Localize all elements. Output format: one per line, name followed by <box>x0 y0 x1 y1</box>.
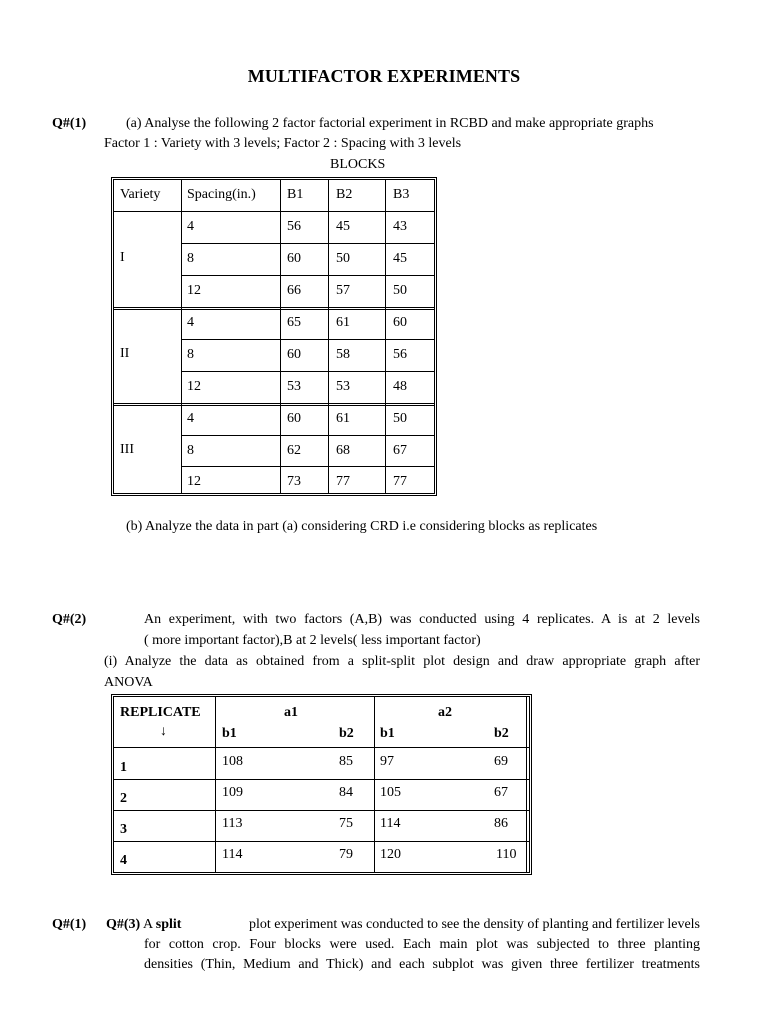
table-line <box>181 275 434 276</box>
table-cell: 4 <box>187 411 194 426</box>
table-line <box>374 697 375 872</box>
q3-outer-label: Q#(1) <box>52 917 87 932</box>
table-line <box>181 180 182 493</box>
rcbd-data-table <box>111 177 437 496</box>
table-line <box>114 810 529 811</box>
q3-inner-label: Q#(3) <box>106 917 141 932</box>
b-header: b2 <box>494 726 509 741</box>
table-line <box>215 697 216 872</box>
q3-line1 <box>106 917 700 933</box>
q2-line1: An experiment, with two factors (A,B) was conducted using 4 replicates. A is at 2 levels <box>144 612 700 627</box>
table-cell: 110 <box>496 847 517 862</box>
table-cell: 4 <box>187 219 194 234</box>
q3-split-word: split <box>155 917 182 932</box>
table-cell: 4 <box>187 315 194 330</box>
b-header: b2 <box>339 726 354 741</box>
table-cell: 45 <box>336 219 350 234</box>
column-header: B2 <box>336 187 353 202</box>
table-cell: 86 <box>494 816 508 831</box>
table-cell: 62 <box>287 443 301 458</box>
replicate-label: 1 <box>120 760 127 775</box>
table-cell: 50 <box>336 251 350 266</box>
table-line <box>181 435 434 436</box>
table-cell: 68 <box>336 443 350 458</box>
table-cell: 60 <box>287 251 301 266</box>
table-cell: 120 <box>380 847 401 862</box>
q3-line1-rest: plot experiment was conducted to see the density of planting and fertilizer levels <box>249 917 700 932</box>
variety-label: II <box>120 346 130 361</box>
table-cell: 12 <box>187 283 201 298</box>
q1-part-a: (a) Analyse the following 2 factor factorial experiment in RCBD and make appropriate graphs <box>126 116 654 131</box>
q1-factors: Factor 1 : Variety with 3 levels; Factor 2 : Spacing with 3 levels <box>104 136 462 151</box>
table-line <box>181 371 434 372</box>
table-cell: 8 <box>187 251 194 266</box>
table-cell: 12 <box>187 379 201 394</box>
table-cell: 114 <box>380 816 401 831</box>
table-cell: 65 <box>287 315 301 330</box>
table-cell: 73 <box>287 474 301 489</box>
table-cell: 53 <box>287 379 301 394</box>
table-cell: 50 <box>393 411 407 426</box>
table-cell: 67 <box>393 443 407 458</box>
table-line <box>526 697 527 872</box>
table-cell: 79 <box>339 847 353 862</box>
table-cell: 60 <box>287 347 301 362</box>
table-cell: 114 <box>222 847 243 862</box>
table-line <box>114 779 529 780</box>
column-header: B3 <box>393 187 410 202</box>
q1-part-b: (b) Analyze the data in part (a) considering CRD i.e considering blocks as replicates <box>126 519 598 534</box>
table-cell: 108 <box>222 754 243 769</box>
q3-a-word: A <box>142 917 153 932</box>
q2-line2: ( more important factor),B at 2 levels( less important factor) <box>144 633 481 648</box>
table-line <box>181 339 434 340</box>
table-cell: 56 <box>393 347 407 362</box>
table-cell: 75 <box>339 816 353 831</box>
column-header: Variety <box>120 187 161 202</box>
replicate-label: 3 <box>120 822 127 837</box>
table-cell: 48 <box>393 379 407 394</box>
q2-line4: ANOVA <box>104 675 153 690</box>
table-line <box>328 180 329 493</box>
table-cell: 60 <box>393 315 407 330</box>
table-line <box>181 243 434 244</box>
table-cell: 105 <box>380 785 401 800</box>
table-cell: 8 <box>187 347 194 362</box>
table-line <box>114 841 529 842</box>
column-header: Spacing(in.) <box>187 187 256 202</box>
table-line <box>385 180 386 493</box>
table-line <box>114 211 434 212</box>
table-cell: 60 <box>287 411 301 426</box>
table-cell: 77 <box>336 474 350 489</box>
table-cell: 85 <box>339 754 353 769</box>
table-cell: 56 <box>287 219 301 234</box>
table-line <box>114 403 434 406</box>
table-line <box>280 180 281 493</box>
a-header: a1 <box>284 705 298 720</box>
table-cell: 97 <box>380 754 394 769</box>
q2-line3: (i) Analyze the data as obtained from a split-split plot design and draw appropriate graph after <box>104 654 700 669</box>
table-line <box>114 747 529 748</box>
table-cell: 12 <box>187 474 201 489</box>
table-cell: 67 <box>494 785 508 800</box>
table-cell: 58 <box>336 347 350 362</box>
variety-label: I <box>120 250 125 265</box>
q1-label: Q#(1) <box>52 116 87 131</box>
table-cell: 77 <box>393 474 407 489</box>
replicate-label: 4 <box>120 853 127 868</box>
q3-line3: densities (Thin, Medium and Thick) and each subplot was given three fertilizer treatments <box>144 957 700 972</box>
q3-line2: for cotton crop. Four blocks were used. Each main plot was subjected to three planting <box>144 937 700 952</box>
table-cell: 53 <box>336 379 350 394</box>
table-cell: 61 <box>336 315 350 330</box>
table-cell: 113 <box>222 816 243 831</box>
table-cell: 50 <box>393 283 407 298</box>
b-header: b1 <box>380 726 395 741</box>
table-line <box>114 307 434 310</box>
table-cell: 69 <box>494 754 508 769</box>
table-cell: 66 <box>287 283 301 298</box>
table-cell: 8 <box>187 443 194 458</box>
q2-label: Q#(2) <box>52 612 87 627</box>
split-plot-table <box>111 694 532 875</box>
table-cell: 84 <box>339 785 353 800</box>
table-cell: 57 <box>336 283 350 298</box>
table-line <box>181 466 434 467</box>
b-header: b1 <box>222 726 237 741</box>
blocks-heading: BLOCKS <box>330 157 386 172</box>
replicate-label: 2 <box>120 791 127 806</box>
table-cell: 61 <box>336 411 350 426</box>
table-cell: 43 <box>393 219 407 234</box>
replicate-header: REPLICATE <box>120 705 201 720</box>
table-cell: 109 <box>222 785 243 800</box>
a-header: a2 <box>438 705 452 720</box>
table-cell: 45 <box>393 251 407 266</box>
variety-label: III <box>120 442 134 457</box>
page-title: MULTIFACTOR EXPERIMENTS <box>247 66 521 86</box>
down-arrow: ↓ <box>160 724 167 739</box>
column-header: B1 <box>287 187 304 202</box>
